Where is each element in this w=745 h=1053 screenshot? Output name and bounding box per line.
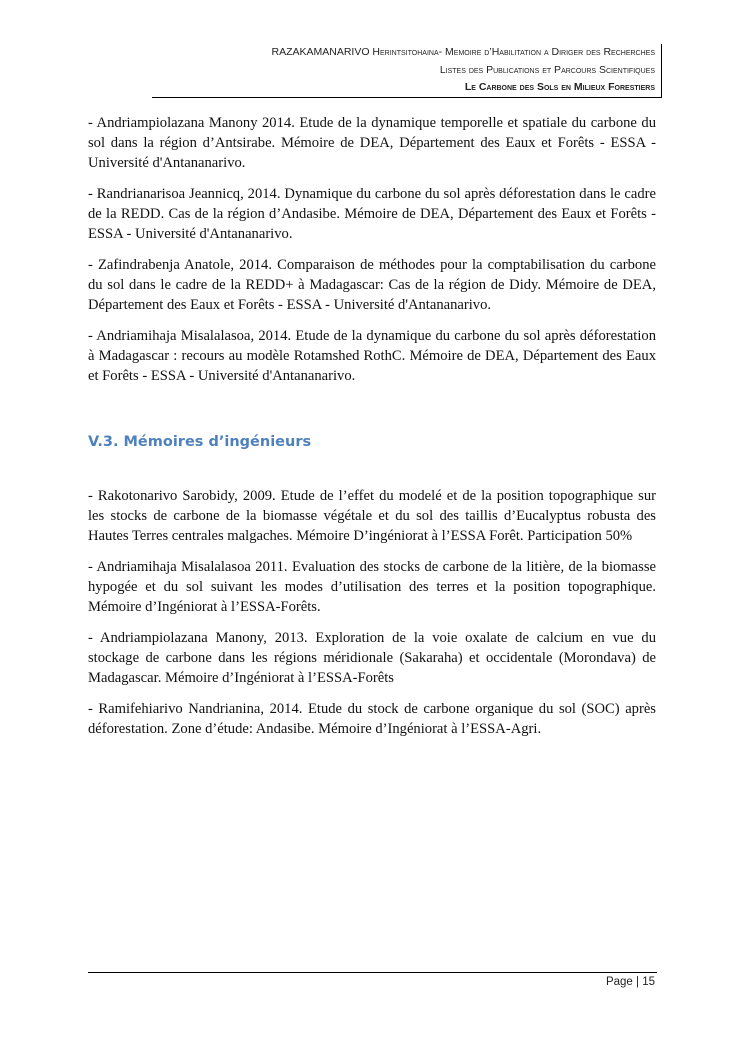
header-line-2: Listes des Publications et Parcours Scientifiques [439, 63, 655, 76]
reference-paragraph: - Rakotonarivo Sarobidy, 2009. Etude de l’effet du modelé et de la position topographique sur les stocks de carbone de la biomasse végétale et du sol des taillis d’Eucalyptus robusta des Hautes Terres centrales malgaches. Mémoire D’ingéniorat à l’ESSA Forêt. Participation 50% [88, 488, 656, 544]
reference-paragraph: - Zafindrabenja Anatole, 2014. Comparaison de méthodes pour la comptabilisation du carbone du sol dans le cadre de la REDD+ à Madagascar: Cas de la région de Didy. Mémoire de DEA, Département des Eaux et Forêts - ESSA - Université d'Antananarivo. [88, 257, 656, 313]
section-heading: V.3. Mémoires d’ingénieurs [88, 434, 312, 450]
header-rule [152, 97, 662, 98]
reference-paragraph: - Andriamihaja Misalalasoa, 2014. Etude de la dynamique du carbone du sol après déforestation à Madagascar : recours au modèle Rotamshed RothC. Mémoire de DEA, Département des Eaux et Forêts - ESSA - Université d'Antananarivo. [88, 328, 656, 384]
header-line-1: RAZAKAMANARIVO Herintsitohaina- Memoire d’Habilitation a Diriger des Recherches [271, 46, 655, 58]
footer-rule [88, 972, 657, 973]
reference-paragraph: - Andriampiolazana Manony, 2013. Exploration de la voie oxalate de calcium en vue du stockage de carbone dans les régions méridionale (Sakaraha) et occidentale (Morondava) de Madagascar. Mémoire d’Ingéniorat à l’ESSA-Forêts [88, 630, 656, 686]
reference-paragraph: - Randrianarisoa Jeannicq, 2014. Dynamique du carbone du sol après déforestation dans le cadre de la REDD. Cas de la région d’Andasibe. Mémoire de DEA, Département des Eaux et Forêts - ESSA - Université d'Antananarivo. [88, 186, 656, 242]
page-number: Page | 15 [605, 976, 655, 988]
reference-paragraph: - Andriamihaja Misalalasoa 2011. Evaluation des stocks de carbone de la litière, de la biomasse hypogée et du sol suivant les modes d’utilisation des terres et la position topographique. Mémoire d’Ingéniorat à l’ESSA-Forêts. [88, 559, 656, 615]
reference-paragraph: - Ramifehiarivo Nandrianina, 2014. Etude du stock de carbone organique du sol (SOC) après déforestation. Zone d’étude: Andasibe. Mémoire d’Ingéniorat à l’ESSA-Agri. [88, 701, 656, 737]
header-line-3: Le Carbone des Sols en Milieux Forestiers [464, 81, 655, 93]
page-header [272, 44, 656, 97]
reference-paragraph: - Andriampiolazana Manony 2014. Etude de la dynamique temporelle et spatiale du carbone du sol dans la région d’Antsirabe. Mémoire de DEA, Département des Eaux et Forêts - ESSA - Université d'Antananarivo. [88, 115, 656, 171]
body-text [88, 113, 656, 750]
header-vertical-rule [661, 44, 662, 98]
